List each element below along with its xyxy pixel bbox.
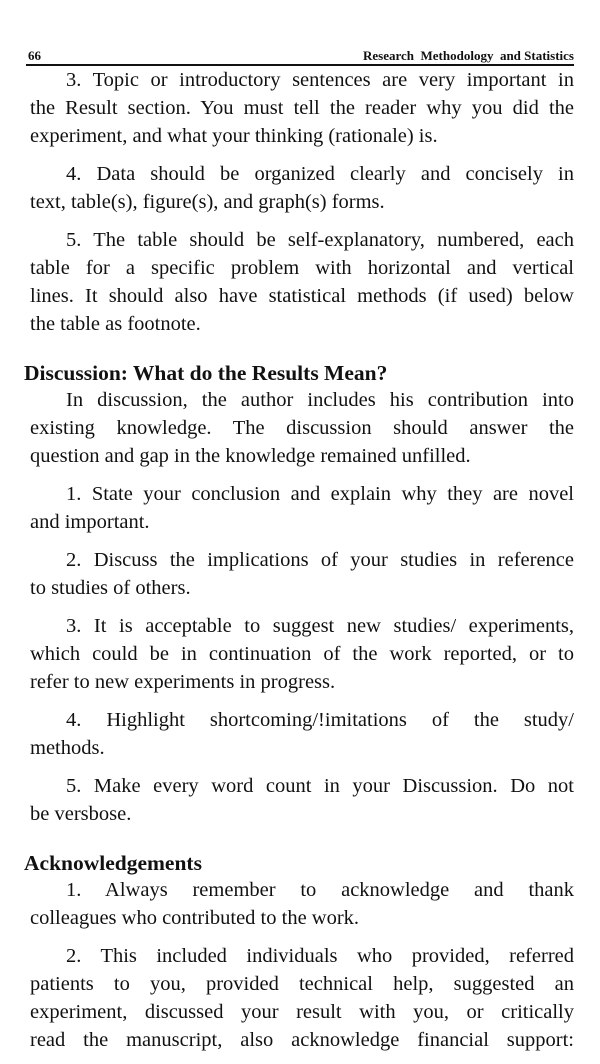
text-line: experiment, discussed your result with you, or critically	[30, 1001, 574, 1023]
text-line: In discussion, the author includes his contribution into	[66, 389, 574, 411]
text-line: existing knowledge. The discussion should answer the	[30, 417, 574, 439]
text-line: 3. It is acceptable to suggest new studies/ experiments,	[66, 615, 574, 637]
text-line: question and gap in the knowledge remained unfilled.	[30, 445, 471, 467]
discussion-intro	[30, 386, 574, 470]
text-line: 2. Discuss the implications of your studies in reference	[66, 549, 574, 571]
text-line: 4. Data should be organized clearly and concisely in	[66, 163, 574, 185]
text-line: 5. Make every word count in your Discussion. Do not	[66, 775, 574, 797]
text-line: and important.	[30, 511, 150, 533]
text-line: lines. It should also have statistical methods (if used) below	[30, 285, 574, 307]
text-line: patients to you, provided technical help, suggested an	[30, 973, 574, 995]
text-line: be versbose.	[30, 803, 132, 825]
results-item-4	[30, 160, 574, 216]
text-line: table for a specific problem with horizontal and vertical	[30, 257, 574, 279]
text-line: 3. Topic or introductory sentences are very important in	[66, 69, 574, 91]
text-line: read the manuscript, also acknowledge financial support:	[30, 1029, 574, 1051]
text-line: 1. State your conclusion and explain why they are novel	[66, 483, 574, 505]
running-title: Research Methodology and Statistics	[362, 48, 574, 63]
text-line: 1. Always remember to acknowledge and thank	[66, 879, 574, 901]
text-line: refer to new experiments in progress.	[30, 671, 336, 693]
discussion-item-4	[30, 706, 574, 762]
page-number: 66	[28, 48, 41, 63]
running-header	[28, 44, 574, 64]
acknowledgements-item-1	[30, 876, 574, 932]
section-heading-discussion: Discussion: What do the Results Mean?	[24, 361, 388, 385]
text-line: the table as footnote.	[30, 313, 201, 335]
page-body	[24, 66, 574, 1064]
text-line: to studies of others.	[30, 577, 191, 599]
discussion-item-5	[30, 772, 574, 828]
text-line: 2. This included individuals who provided, referred	[66, 945, 574, 967]
results-item-3	[30, 66, 574, 150]
discussion-item-1	[30, 480, 574, 536]
discussion-item-2	[30, 546, 574, 602]
section-heading-acknowledgements: Acknowledgements	[24, 851, 202, 875]
text-line: methods.	[30, 737, 105, 759]
results-item-5	[30, 226, 574, 338]
text-line: experiment, and what your thinking (rationale) is.	[30, 125, 438, 147]
discussion-item-3	[30, 612, 574, 696]
text-line: 4. Highlight shortcoming/!imitations of the study/	[66, 709, 574, 731]
text-line: colleagues who contributed to the work.	[30, 907, 360, 929]
text-line: 5. The table should be self-explanatory, numbered, each	[66, 229, 574, 251]
text-line: the Result section. You must tell the reader why you did the	[30, 97, 574, 119]
text-line: which could be in continuation of the work reported, or to	[30, 643, 574, 665]
text-line: text, table(s), figure(s), and graph(s) forms.	[30, 191, 385, 213]
acknowledgements-item-2	[30, 942, 574, 1054]
